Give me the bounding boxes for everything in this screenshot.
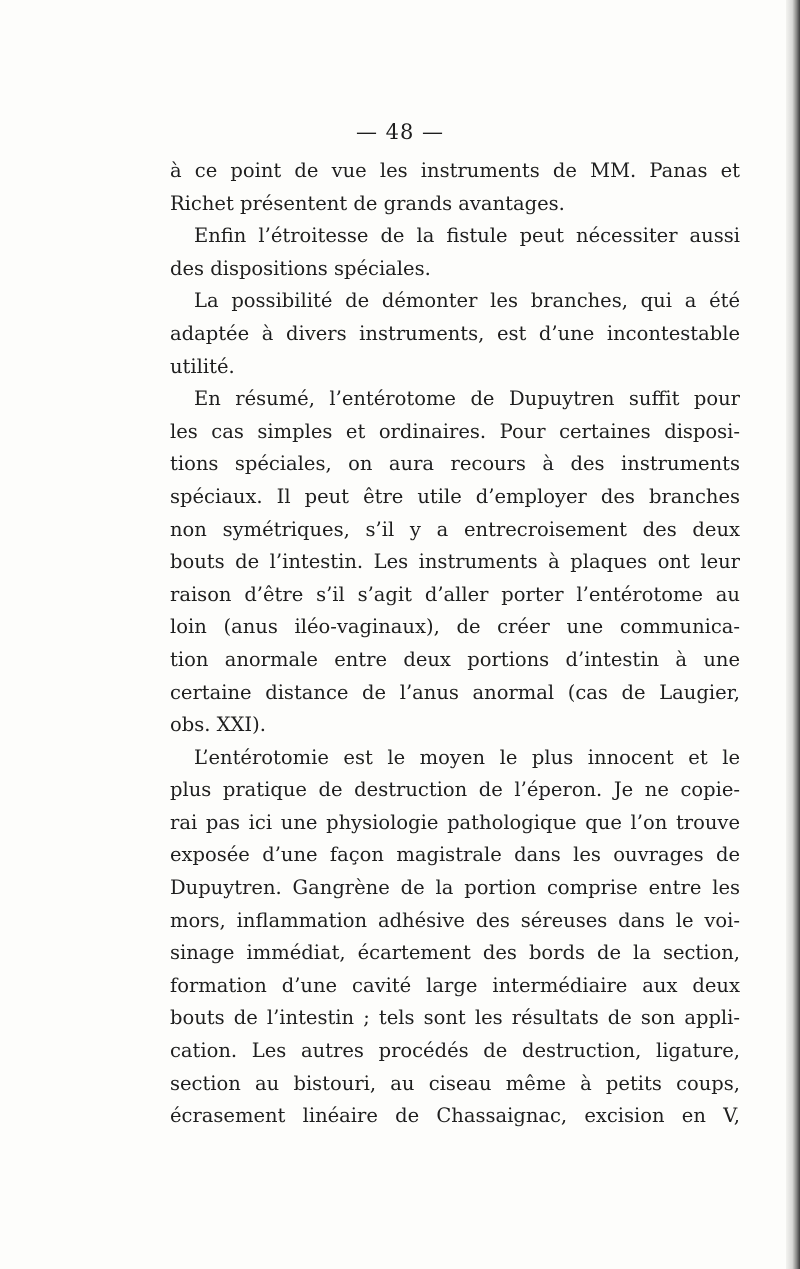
- text-line: exposée d’une façon magistrale dans les ouvrages de: [170, 843, 740, 867]
- text-line: Dupuytren. Gangrène de la portion comprise entre les: [170, 876, 740, 900]
- body-text: [170, 155, 740, 1133]
- text-line: raison d’être s’il s’agit d’aller porter l’entérotome au: [170, 582, 740, 606]
- text-line: des dispositions spéciales.: [170, 256, 431, 280]
- page-number: — 48 —: [355, 120, 445, 144]
- text-line: En résumé, l’entérotome de Dupuytren suffit pour: [194, 387, 740, 411]
- text-line: plus pratique de destruction de l’éperon. Je ne copie-: [170, 778, 740, 802]
- text-line: écrasement linéaire de Chassaignac, excision en V,: [170, 1104, 740, 1128]
- text-line: certaine distance de l’anus anormal (cas de Laugier,: [170, 680, 740, 704]
- text-line: Richet présentent de grands avantages.: [170, 191, 565, 215]
- text-line: obs. XXI).: [170, 713, 266, 737]
- text-line: tions spéciales, on aura recours à des instruments: [170, 452, 740, 476]
- text-line: bouts de l’intestin. Les instruments à plaques ont leur: [170, 550, 740, 574]
- text-line: non symétriques, s’il y a entrecroisement des deux: [170, 517, 740, 541]
- page-edge-shadow: [786, 0, 800, 1269]
- text-line: utilité.: [170, 354, 235, 378]
- text-line: sinage immédiat, écartement des bords de la section,: [170, 941, 740, 965]
- text-line: rai pas ici une physiologie pathologique que l’on trouve: [170, 810, 740, 834]
- text-line: les cas simples et ordinaires. Pour certaines disposi-: [170, 419, 740, 443]
- text-line: adaptée à divers instruments, est d’une incontestable: [170, 321, 740, 345]
- text-line: spéciaux. Il peut être utile d’employer des branches: [170, 484, 740, 508]
- text-line: bouts de l’intestin ; tels sont les résultats de son appli-: [170, 1006, 740, 1030]
- text-line: à ce point de vue les instruments de MM. Panas et: [170, 159, 740, 182]
- text-line: mors, inflammation adhésive des séreuses dans le voi-: [170, 908, 740, 932]
- text-line: tion anormale entre deux portions d’intestin à une: [170, 647, 740, 671]
- text-line: L’entérotomie est le moyen le plus innocent et le: [194, 745, 740, 769]
- text-line: La possibilité de démonter les branches, qui a été: [194, 289, 740, 313]
- text-line: section au bistouri, au ciseau même à petits coups,: [170, 1071, 740, 1095]
- text-line: formation d’une cavité large intermédiaire aux deux: [170, 973, 740, 997]
- text-line: loin (anus iléo-vaginaux), de créer une communica-: [170, 615, 740, 639]
- text-line: Enfin l’étroitesse de la fistule peut nécessiter aussi: [194, 224, 740, 248]
- text-line: cation. Les autres procédés de destruction, ligature,: [170, 1039, 740, 1063]
